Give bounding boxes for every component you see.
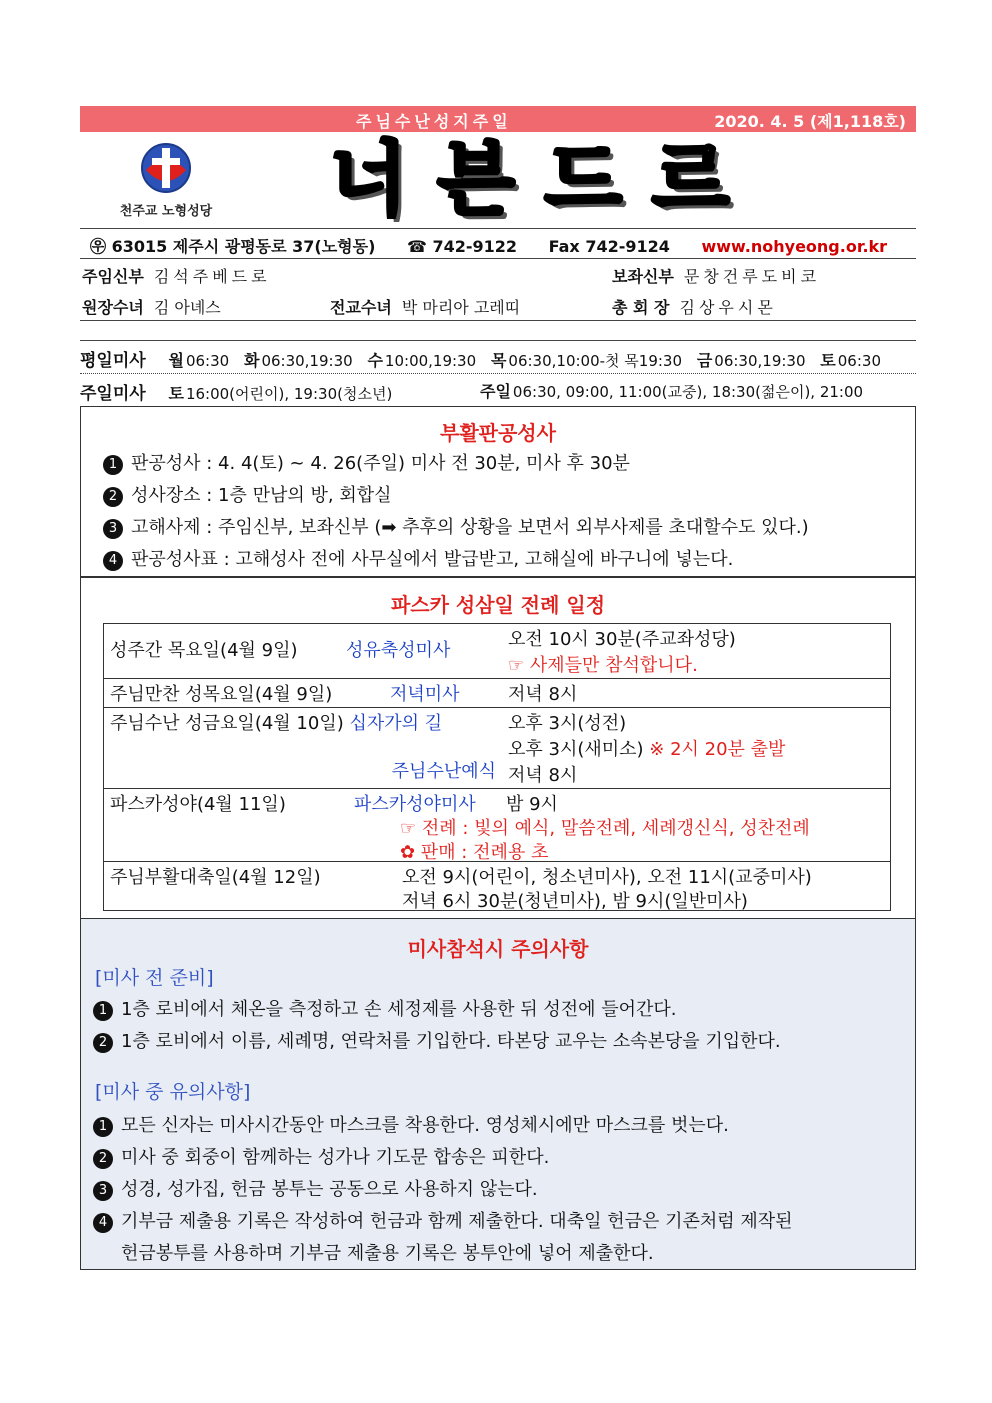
day-fri: 금 [696, 351, 713, 370]
time-text: 오후 3시(새미소) [508, 739, 644, 760]
staff-mission-sister [330, 295, 520, 318]
dotted-divider [80, 373, 916, 374]
time-text: 저녁 6시 30분(청년미사), 밤 9시(일반미사) [402, 891, 748, 912]
sunday-mass [80, 379, 392, 404]
table-row [104, 789, 891, 862]
row-day: 파스카성야(4월 11일) [110, 794, 286, 815]
during-mass-heading: [미사 중 유의사항] [95, 1081, 251, 1103]
time-sat: 06:30 [837, 352, 881, 370]
row-day: 성주간 목요일(4월 9일) [110, 640, 298, 661]
time-note: ※ 2시 20분 출발 [649, 739, 786, 760]
notice-text: 성경, 성가집, 헌금 봉투는 공동으로 사용하지 않는다. [121, 1179, 538, 1200]
time-wed: 10:00,19:30 [384, 352, 477, 370]
website-link[interactable]: www.nohyeong.or.kr [701, 237, 888, 256]
before-item-2 [93, 1027, 781, 1053]
table-row [104, 679, 891, 708]
header-band [80, 106, 916, 132]
divider [80, 228, 916, 229]
number-badge: 3 [103, 519, 123, 539]
chairman-name: 김상우시몬 [679, 298, 777, 317]
row-day-rite [104, 708, 503, 789]
confession-item-text: 판공성사 : 4. 4(토) ~ 4. 26(주일) 미사 전 30분, 미사 후 30분 [131, 453, 630, 474]
day-thu: 목 [490, 351, 507, 370]
confession-item-4 [103, 545, 733, 571]
during-item-4-continued: 헌금봉투를 사용하며 기부금 제출용 기록은 봉투안에 넣어 제출한다. [121, 1243, 654, 1264]
time-text: 밤 9시 [506, 794, 558, 815]
time-text: 저녁 8시 [508, 765, 578, 786]
row-day: 주님부활대축일(4월 12일) [110, 867, 321, 888]
assistant-name: 문창건루도비코 [683, 267, 821, 286]
staff-assistant [612, 264, 820, 287]
time-mon: 06:30 [185, 352, 230, 370]
liturgy-note: ☞ 전례 : 빛의 예식, 말씀전례, 세례갱신식, 성찬전례 [400, 818, 810, 839]
triduum-title: 파스카 성삼일 전례 일정 [390, 593, 606, 617]
confession-section [80, 406, 916, 578]
weekday-mass-label: 평일미사 [80, 351, 146, 371]
confession-item-text: 성사장소 : 1층 만남의 방, 회합실 [131, 485, 392, 506]
newsletter-title: 너븐드르 [330, 133, 760, 226]
row-vigil [104, 789, 891, 862]
notice-text: 기부금 제출용 기록은 작성하여 헌금과 함께 제출한다. 대축일 헌금은 기존처럼 제작된 [121, 1211, 793, 1232]
time-fri: 06:30,19:30 [714, 352, 806, 370]
row-day: 주님수난 성금요일(4월 10일) [110, 713, 344, 734]
parish-emblem-icon [116, 140, 216, 202]
weekday-mass [80, 346, 881, 371]
time-note: ☞ 사제들만 참석합니다. [508, 655, 698, 676]
row-time [502, 708, 891, 789]
day-sunday: 주일 [480, 382, 511, 401]
table-row [104, 862, 891, 911]
during-item-2 [93, 1143, 549, 1169]
row-time [502, 624, 891, 679]
number-badge: 1 [93, 1001, 113, 1021]
time-tue: 06:30,19:30 [261, 352, 353, 370]
number-badge: 1 [103, 455, 123, 475]
table-row [104, 624, 891, 679]
head-sister-label: 원장수녀 [82, 298, 144, 317]
staff-pastor [82, 264, 271, 287]
issue-date: 2020. 4. 5 (제1,118호) [714, 112, 906, 131]
mass-notice-section [80, 918, 916, 1270]
postal-address: ㉾ 63015 제주시 광평동로 37(노형동) [90, 237, 376, 256]
divider [80, 320, 916, 321]
row-day: 주님만찬 성목요일(4월 9일) [110, 684, 333, 705]
row-rite: 성유축성미사 [346, 640, 451, 661]
notice-text: 미사 중 회중이 함께하는 성가나 기도문 합송은 피한다. [121, 1147, 550, 1168]
notice-text: 1층 로비에서 이름, 세례명, 연락처를 기입한다. 타본당 교우는 소속본당을 기입한다. [121, 1031, 781, 1052]
confession-item-3 [103, 513, 809, 539]
number-badge: 1 [93, 1117, 113, 1137]
head-sister-name: 김 아녜스 [153, 298, 221, 317]
day-wed: 수 [367, 351, 383, 370]
number-badge: 4 [103, 551, 123, 571]
number-badge: 2 [103, 487, 123, 507]
number-badge: 2 [93, 1149, 113, 1169]
time-text: 오전 10시 30분(주교좌성당) [508, 629, 736, 650]
row-easter [104, 862, 891, 911]
before-mass-heading: [미사 전 준비] [95, 967, 214, 989]
triduum-schedule-table [103, 623, 891, 911]
telephone: ☎ 742-9122 [406, 237, 518, 256]
day-sat: 토 [820, 351, 836, 370]
confession-item-2 [103, 481, 392, 507]
notice-text: 1층 로비에서 체온을 측정하고 손 세정제를 사용한 뒤 성전에 들어간다. [121, 999, 677, 1020]
number-badge: 3 [93, 1181, 113, 1201]
row-rite: 파스카성야미사 [354, 794, 476, 815]
number-badge: 2 [93, 1033, 113, 1053]
liturgical-sunday: 주님수난성지주일 [356, 112, 512, 131]
time-text: 오전 9시(어린이, 청소년미사), 오전 11시(교중미사) [402, 867, 812, 888]
divider [80, 340, 916, 341]
confession-item-text: 판공성사표 : 고해성사 전에 사무실에서 발급받고, 고해실에 바구니에 넣는다. [131, 549, 734, 570]
time-saturday: 16:00(어린이), 19:30(청소년) [185, 385, 393, 403]
row-rite: 십자가의 길 [349, 713, 443, 734]
row-rite: 저녁미사 [390, 684, 460, 705]
sunday-mass-label: 주일미사 [80, 384, 146, 404]
during-item-4 [93, 1207, 793, 1233]
chairman-label: 총 회 장 [612, 298, 670, 317]
before-item-1 [93, 995, 677, 1021]
table-row [104, 708, 891, 789]
sunday-mass-times [480, 379, 863, 402]
confession-item-text: 고해사제 : 주임신부, 보좌신부 (➡ 추후의 상황을 보면서 외부사제를 초대할수도 있다.) [131, 517, 809, 538]
fax: Fax 742-9124 [548, 237, 670, 256]
staff-head-sister [82, 295, 221, 318]
during-item-1 [93, 1111, 729, 1137]
confession-title: 부활판공성사 [440, 421, 556, 445]
mission-sister-label: 전교수녀 [330, 298, 392, 317]
notice-text: 모든 신자는 미사시간동안 마스크를 착용한다. 영성체시에만 마스크를 벗는다. [121, 1115, 729, 1136]
time-thu: 06:30,10:00-첫 목19:30 [508, 352, 683, 370]
triduum-section [80, 576, 916, 920]
pastor-label: 주임신부 [82, 267, 144, 286]
divider [80, 258, 916, 259]
during-item-3 [93, 1175, 538, 1201]
row-rite-2: 주님수난예식 [391, 761, 496, 782]
assistant-label: 보좌신부 [612, 267, 674, 286]
pastor-name: 김석주베드로 [153, 267, 271, 286]
notice-title: 미사참석시 주의사항 [407, 937, 589, 961]
day-saturday: 토 [168, 384, 184, 403]
logo-text: 천주교 노형성당 [119, 204, 213, 219]
staff-chairman [612, 295, 777, 318]
day-tue: 화 [243, 351, 260, 370]
number-badge: 4 [93, 1213, 113, 1233]
mission-sister-name: 박 마리아 고레띠 [401, 298, 521, 317]
row-time: 저녁 8시 [508, 684, 578, 705]
parish-logo [116, 140, 216, 224]
parish-contact [90, 234, 913, 257]
day-mon: 월 [168, 351, 184, 370]
time-text: 오후 3시(성전) [508, 713, 627, 734]
confession-item-1 [103, 449, 630, 475]
sale-note: ✿ 판매 : 전례용 초 [400, 842, 549, 863]
time-sunday: 06:30, 09:00, 11:00(교중), 18:30(젊은이), 21:00 [512, 383, 864, 401]
